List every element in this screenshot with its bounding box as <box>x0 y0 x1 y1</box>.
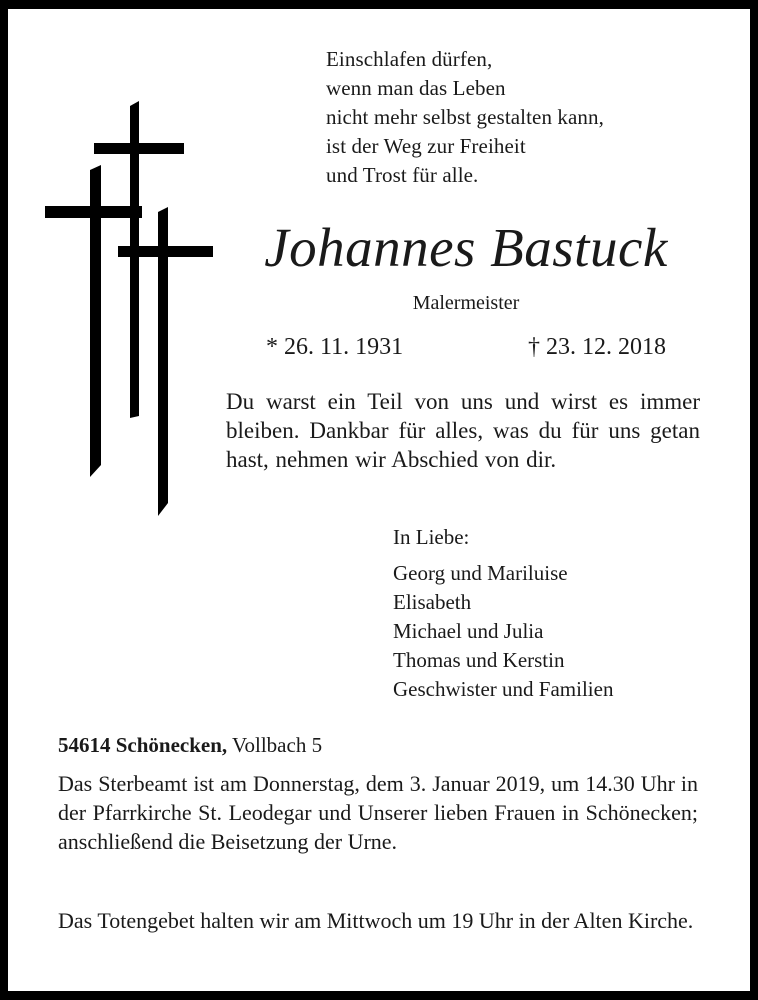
address <box>58 731 322 759</box>
death-date: † 23. 12. 2018 <box>528 334 666 360</box>
mourner-item: Georg und Mariluise <box>393 561 568 585</box>
crosses-svg <box>8 9 228 529</box>
address-street: Vollbach 5 <box>227 733 323 757</box>
poem-line: wenn man das Leben <box>326 76 506 100</box>
poem-line: ist der Weg zur Freiheit <box>326 134 526 158</box>
three-crosses-icon <box>8 9 228 529</box>
farewell-text: Du warst ein Teil von uns und wirst es immer bleiben. Dankbar für alles, was du für uns getan hast, nehmen wir Abschied von dir. <box>226 389 700 472</box>
address-city: 54614 Schönecken, <box>58 733 228 757</box>
birth-date: * 26. 11. 1931 <box>266 334 404 360</box>
poem-line: Einschlafen dürfen, <box>326 47 493 71</box>
prayer-text: Das Totengebet halten wir am Mittwoch um 19 Uhr in der Alten Kirche. <box>58 908 694 933</box>
mourner-item: Elisabeth <box>393 590 472 614</box>
funeral-service-text: Das Sterbeamt ist am Donnerstag, dem 3. Januar 2019, um 14.30 Uhr in der Pfarrkirche St. Leodegar und Unserer lieben Frauen in Schönecken; anschließend die Beisetzung der Urne. <box>58 771 698 854</box>
occupation: Malermeister <box>412 292 520 314</box>
life-dates <box>266 331 666 363</box>
poem-line: und Trost für alle. <box>326 163 479 187</box>
mourner-item: Thomas und Kerstin <box>393 648 565 672</box>
deceased-name: Johannes Bastuck <box>264 217 668 278</box>
mourners-list <box>393 559 613 704</box>
poem-line: nicht mehr selbst gestalten kann, <box>326 105 604 129</box>
poem <box>326 45 604 190</box>
obituary-notice <box>8 9 750 991</box>
mourner-item: Geschwister und Familien <box>393 677 614 701</box>
mourners-label: In Liebe: <box>393 525 470 549</box>
mourner-item: Michael und Julia <box>393 619 544 643</box>
